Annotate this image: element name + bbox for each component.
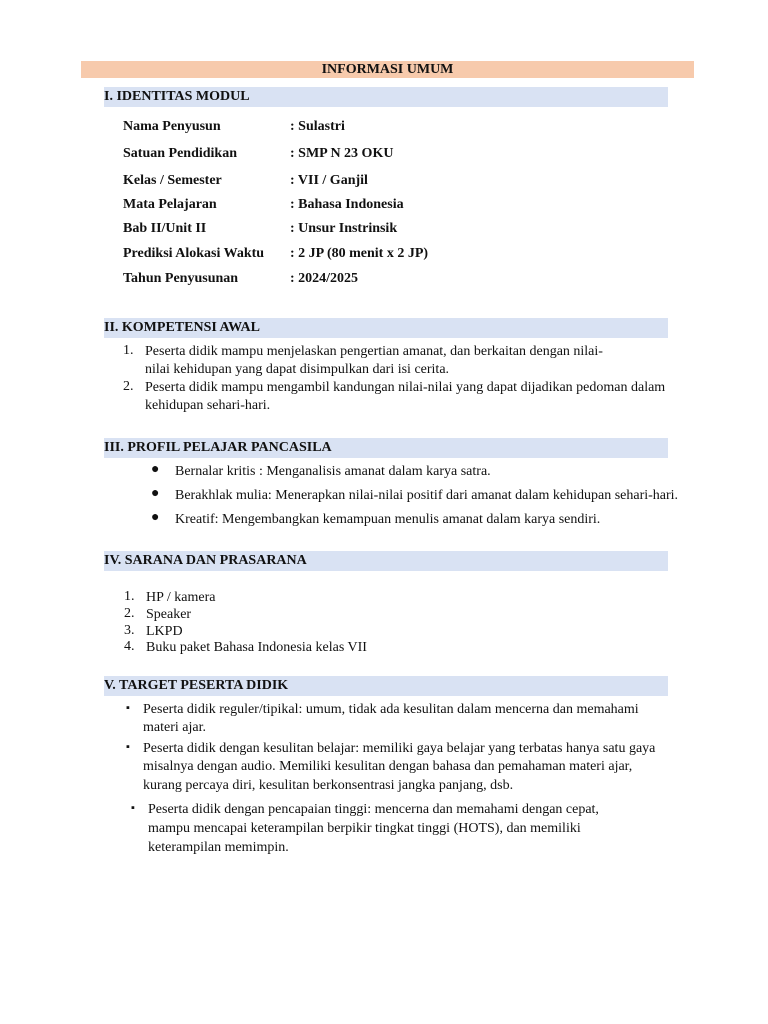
list-item-line: Peserta didik dengan pencapaian tinggi: mencerna dan memahami dengan cepat, bbox=[148, 802, 599, 817]
list-item-line: kehidupan sehari-hari. bbox=[145, 398, 271, 413]
list-item: LKPD bbox=[146, 624, 183, 639]
list-item: Speaker bbox=[146, 607, 192, 622]
list-number: 1. bbox=[123, 343, 134, 358]
list-number: 4. bbox=[124, 639, 135, 654]
list-number: 2. bbox=[124, 606, 135, 621]
list-item: Buku paket Bahasa Indonesia kelas VII bbox=[146, 640, 367, 655]
section-heading-kompetensi: II. KOMPETENSI AWAL bbox=[104, 318, 668, 338]
identity-label: Bab II/Unit II bbox=[123, 221, 207, 236]
identity-value: : 2024/2025 bbox=[290, 271, 359, 286]
section-heading-sarana: IV. SARANA DAN PRASARANA bbox=[104, 551, 668, 571]
section-heading-identitas: I. IDENTITAS MODUL bbox=[104, 87, 668, 107]
identity-value: : SMP N 23 OKU bbox=[290, 146, 394, 161]
section-heading-profil: III. PROFIL PELAJAR PANCASILA bbox=[104, 438, 668, 458]
identity-label: Mata Pelajaran bbox=[123, 197, 217, 212]
list-item-line: Peserta didik mampu mengambil kandungan nilai-nilai yang dapat dijadikan pedoman dalam bbox=[145, 380, 666, 395]
list-item-line: kurang percaya diri, kesulitan berkonsentrasi jangka panjang, dsb. bbox=[143, 778, 514, 793]
list-item: Berakhlak mulia: Menerapkan nilai-nilai positif dari amanat dalam kehidupan sehari-hari. bbox=[175, 488, 679, 503]
list-item-line: Peserta didik reguler/tipikal: umum, tidak ada kesulitan dalam mencerna dan memahami bbox=[143, 702, 639, 717]
identity-value: : Unsur Instrinsik bbox=[290, 221, 398, 236]
list-item: Bernalar kritis : Menganalisis amanat dalam karya satra. bbox=[175, 464, 491, 479]
bullet-icon: ● bbox=[151, 462, 160, 477]
list-number: 1. bbox=[124, 589, 135, 604]
list-item-line: misalnya dengan audio. Memiliki kesulitan dengan bahasa dan pemahaman materi ajar, bbox=[143, 759, 633, 774]
identity-label: Kelas / Semester bbox=[123, 173, 222, 188]
identity-value: : 2 JP (80 menit x 2 JP) bbox=[290, 246, 429, 261]
list-number: 3. bbox=[124, 623, 135, 638]
identity-value: : Bahasa Indonesia bbox=[290, 197, 404, 212]
list-number: 2. bbox=[123, 379, 134, 394]
identity-label: Prediksi Alokasi Waktu bbox=[123, 246, 265, 261]
identity-label: Satuan Pendidikan bbox=[123, 146, 237, 161]
list-item-line: nilai kehidupan yang dapat disimpulkan dari isi cerita. bbox=[145, 362, 450, 377]
identity-value: : Sulastri bbox=[290, 119, 345, 134]
bullet-icon: ▪ bbox=[131, 802, 135, 814]
list-item: Kreatif: Mengembangkan kemampuan menulis amanat dalam karya sendiri. bbox=[175, 512, 601, 527]
list-item-line: Peserta didik mampu menjelaskan pengertian amanat, dan berkaitan dengan nilai- bbox=[145, 344, 603, 359]
identity-value: : VII / Ganjil bbox=[290, 173, 368, 188]
bullet-icon: ▪ bbox=[126, 741, 130, 753]
page-title: INFORMASI UMUM bbox=[81, 61, 694, 78]
section-heading-target: V. TARGET PESERTA DIDIK bbox=[104, 676, 668, 696]
list-item-line: keterampilan memimpin. bbox=[148, 840, 289, 855]
identity-label: Tahun Penyusunan bbox=[123, 271, 239, 286]
bullet-icon: ▪ bbox=[126, 702, 130, 714]
list-item-line: materi ajar. bbox=[143, 720, 206, 735]
bullet-icon: ● bbox=[151, 510, 160, 525]
list-item-line: mampu mencapai keterampilan berpikir tingkat tinggi (HOTS), dan memiliki bbox=[148, 821, 581, 836]
identity-label: Nama Penyusun bbox=[123, 119, 221, 134]
bullet-icon: ● bbox=[151, 486, 160, 501]
list-item: HP / kamera bbox=[146, 590, 216, 605]
list-item-line: Peserta didik dengan kesulitan belajar: memiliki gaya belajar yang terbatas hanya satu gaya bbox=[143, 741, 656, 756]
